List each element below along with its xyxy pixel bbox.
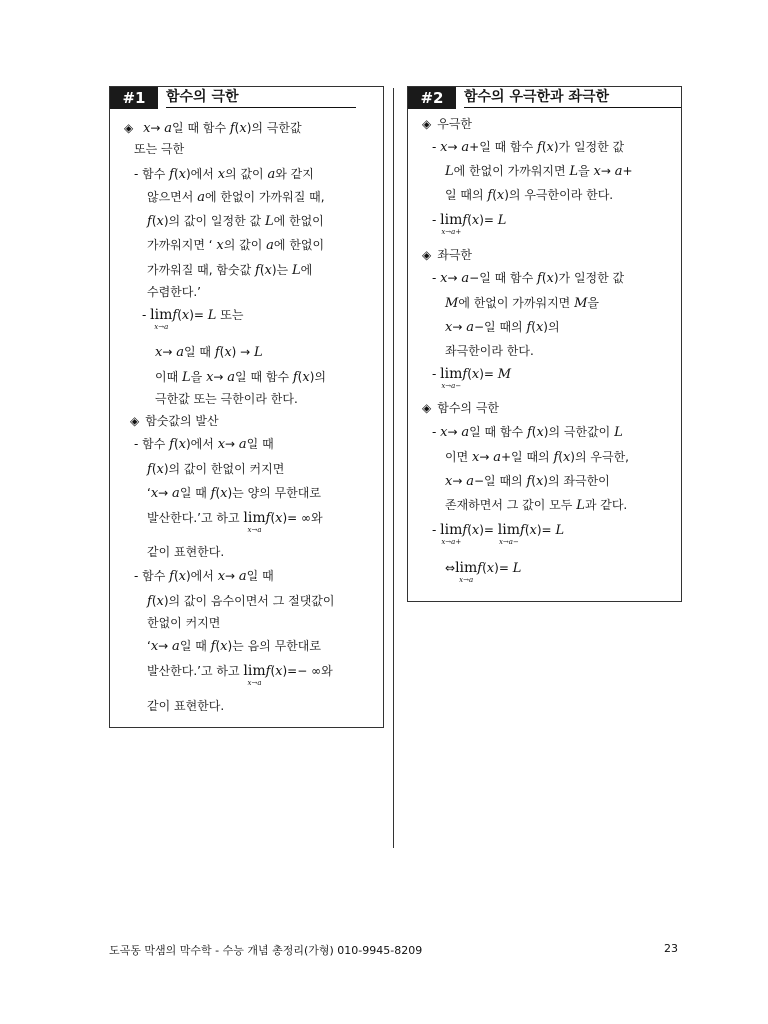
text-line: ‘x→ a일 때 f(x)는 음의 무한대로 <box>147 639 321 654</box>
concept-box-limit-of-function <box>109 86 384 728</box>
text-line: 존재하면서 그 값이 모두 L과 같다. <box>445 498 628 513</box>
text-line: L에 한없이 가까워지면 L을 x→ a+ <box>445 164 633 179</box>
section-heading: ◈ 함수의 극한 <box>422 400 499 416</box>
limit-formula: - lim x→a+ f(x)= lim x→a− f(x)= L <box>432 522 565 546</box>
limit-formula: - lim x→a f(x)= L 또는 <box>142 307 244 331</box>
box-title: 함수의 극한 <box>166 87 356 108</box>
concept-box-one-sided-limits <box>407 86 682 602</box>
text-line: M에 한없이 가까워지면 M을 <box>445 296 599 311</box>
text-line: 않으면서 a에 한없이 가까워질 때, <box>147 190 325 205</box>
limit-formula: 발산한다.’고 하고 lim x→a f(x)=− ∞와 <box>147 663 333 687</box>
text-line: - 함수 f(x)에서 x→ a일 때 <box>134 569 274 584</box>
text-line: - x→ a+일 때 함수 f(x)가 일정한 값 <box>432 140 625 155</box>
text-line: 가까워지면 ‘ x의 값이 a에 한없이 <box>147 238 325 253</box>
box-header <box>408 87 681 109</box>
text-line: 같이 표현한다. <box>147 545 225 559</box>
text-line: x→ a−일 때의 f(x)의 <box>445 320 560 335</box>
column-divider <box>393 88 394 848</box>
text-line: 가까워질 때, 함숫값 f(x)는 L에 <box>147 263 313 278</box>
section-heading: ◈ 함숫값의 발산 <box>130 413 219 429</box>
text-line: - 함수 f(x)에서 x→ a일 때 <box>134 437 274 452</box>
text-line: 수렴한다.’ <box>147 285 201 299</box>
text-line: 이면 x→ a+일 때의 f(x)의 우극한, <box>445 450 629 465</box>
box-number-badge: #2 <box>408 87 456 109</box>
text-line: 또는 극한 <box>134 142 185 156</box>
text-line: - x→ a일 때 함수 f(x)의 극한값이 L <box>432 425 623 440</box>
limit-formula: ⇔lim x→a f(x)= L <box>445 560 522 584</box>
text-line: x→ a일 때 f(x) → L <box>155 345 263 360</box>
box-header <box>110 87 383 109</box>
text-line: x→ a−일 때의 f(x)의 좌극한이 <box>445 474 610 489</box>
text-line: f(x)의 값이 일정한 값 L에 한없이 <box>147 214 324 229</box>
limit-formula: - lim x→a− f(x)= M <box>432 366 512 390</box>
limit-formula: 발산한다.’고 하고 lim x→a f(x)= ∞와 <box>147 510 323 534</box>
page-footer: 도곡동 막샘의 막수학 - 수능 개념 총정리(가형) 010-9945-8209 <box>109 944 423 957</box>
text-line: 한없이 커지면 <box>147 616 221 630</box>
box-title: 함수의 우극한과 좌극한 <box>464 87 681 108</box>
text-line: 극한값 또는 극한이라 한다. <box>155 392 298 406</box>
text-line: - x→ a−일 때 함수 f(x)가 일정한 값 <box>432 271 625 286</box>
text-line: 같이 표현한다. <box>147 699 225 713</box>
section-heading: ◈ 우극한 <box>422 116 472 132</box>
page-number: 23 <box>664 942 678 955</box>
limit-formula: - lim x→a+ f(x)= L <box>432 212 507 236</box>
text-line: 일 때의 f(x)의 우극한이라 한다. <box>445 188 614 203</box>
text-line: f(x)의 값이 한없이 커지면 <box>147 462 285 477</box>
text-line: 이때 L을 x→ a일 때 함수 f(x)의 <box>155 370 326 385</box>
text-line: - 함수 f(x)에서 x의 값이 a와 같지 <box>134 167 314 182</box>
section-heading: ◈ x→ a일 때 함수 f(x)의 극한값 <box>124 120 302 137</box>
text-line: f(x)의 값이 음수이면서 그 절댓값이 <box>147 594 335 609</box>
text-line: ‘x→ a일 때 f(x)는 양의 무한대로 <box>147 486 321 501</box>
box-number-badge: #1 <box>110 87 158 109</box>
text-line: 좌극한이라 한다. <box>445 344 534 358</box>
section-heading: ◈ 좌극한 <box>422 247 472 263</box>
